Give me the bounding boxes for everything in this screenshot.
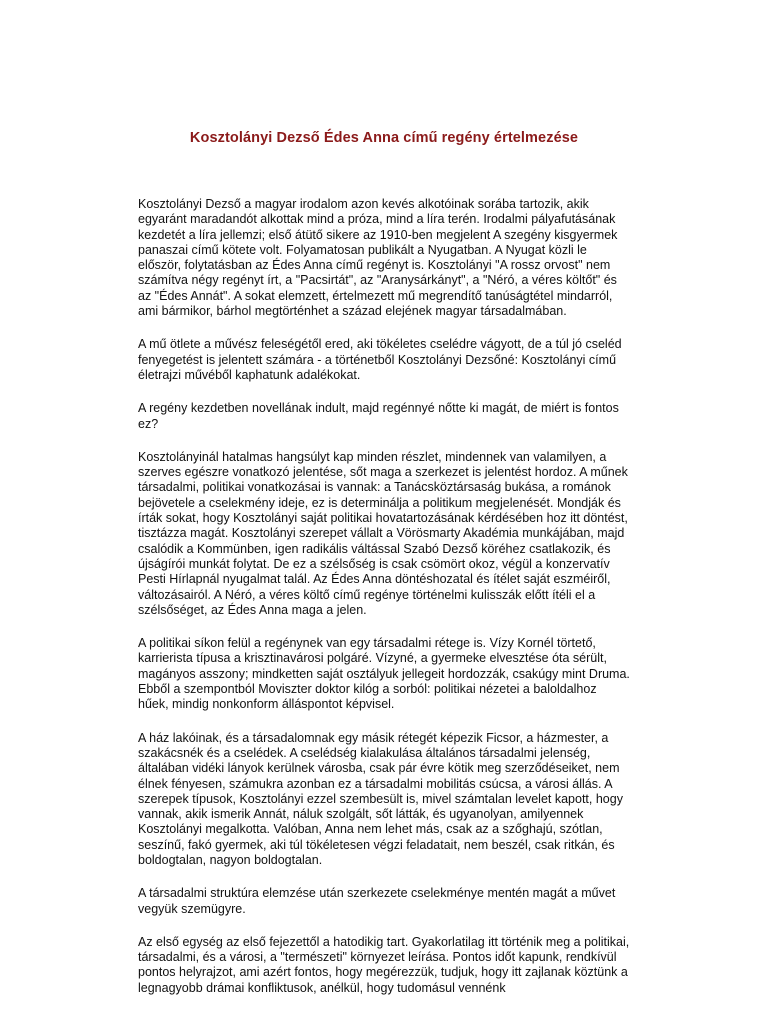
paragraph-8: Az első egység az első fejezettől a hatodikig tart. Gyakorlatilag itt történik meg a politikai, társadalmi, és a városi, a "természeti" környezet leírása. Pontos időt kapunk, rendkívül pontos helyrajzot, ami azért fontos, hogy megérezzük, tudjuk, hogy itt zajlanak köztünk a legnagyobb drámai konfliktusok, anélkül, hogy tudomásul vennénk [138, 934, 630, 995]
paragraph-2: A mű ötlete a művész feleségétől ered, aki tökéletes cselédre vágyott, de a túl jó cseléd fenyegetést is jelentett számára - a történetből Kosztolányi Dezsőné: Kosztolányi című életrajzi művéből kaphatunk adalékokat. [138, 337, 622, 382]
paragraph-6: A ház lakóinak, és a társadalomnak egy másik rétegét képezik Ficsor, a házmester, a szakácsnék és a cselédek. A cselédség kialakulása általános társadalmi jelenség, általában vidéki lányok kerülnek városba, csak pár évre kötik meg szerződéseiket, nem élnek fényesen, számukra azonban ez a társadalmi mobilitás csúcsa, a városi állás. A szerepek típusok, Kosztolányi ezzel szembesült is, mivel számtalan levelet kapott, hogy vannak, akik ismerik Annát, náluk szolgált, sőt látták, és ugyanolyan, amilyennek Kosztolányi megalkotta. Valóban, Anna nem lehet más, csak az a szőghajú, szótlan, seszínű, fakó gyermek, aki túl tökéletesen végzi feladatait, nem beszél, csak ritkán, és boldogtalan, nagyon boldogtalan. [138, 730, 623, 867]
document-body [138, 197, 630, 1014]
paragraph-5: A politikai síkon felül a regénynek van egy társadalmi rétege is. Vízy Kornél törtető, karrierista típusa a krisztinavárosi polgáré. Vízyné, a gyermeke elvesztése óta sérült, magányos asszony; mindketten saját osztályuk jellegeit hordozzák, csakúgy mint Druma. Ebből a szempontból Moviszter doktor kilóg a sorból: politikai nézetei a baloldalhoz hűek, mindig nonkonform álláspontot képvisel. [138, 636, 630, 712]
paragraph-7: A társadalmi struktúra elemzése után szerkezete cselekménye mentén magát a művet vegyük szemügyre. [138, 886, 616, 916]
paragraph-4: Kosztolányinál hatalmas hangsúlyt kap minden részlet, mindennek van valamilyen, a szerves egészre vonatkozó jelentése, sőt maga a szerkezet is jelentést hordoz. A műnek társadalmi, politikai vonatkozásai is vannak: a Tanácsköztársaság bukása, a románok bejövetele a cselekmény ideje, ez is determinálja a politikum megjelenését. Mondják és írták sokat, hogy Kosztolányi saját politikai hovatartozásának kérdésében hoz itt döntést, tisztázza magát. Kosztolányi szerepet vállalt a Vörösmarty Akadémia munkájában, majd csalódik a Kommünben, igen radikális váltással Szabó Dezső köréhez csatlakozik, és újságírói munkát folytat. De ez a szélsőség is csak csömört okoz, végül a konzervatív Pesti Hírlapnál nyugalmat talál. Az Édes Anna döntéshozatal és ítélet saját eszméiről, változásairól. A Néró, a véres költő című regénye történelmi kulisszák előtt ítéli el a szélsőséget, az Édes Anna maga a jelen. [138, 449, 628, 617]
paragraph-3: A regény kezdetben novellának indult, majd regénnyé nőtte ki magát, de miért is fontos ez? [138, 401, 619, 431]
document-title: Kosztolányi Dezső Édes Anna című regény értelmezése [189, 130, 579, 146]
paragraph-1: Kosztolányi Dezső a magyar irodalom azon kevés alkotóinak sorába tartozik, akik egyaránt maradandót alkottak mind a próza, mind a líra terén. Irodalmi pályafutásának kezdetét a líra jellemzi; első átütő sikere az 1910-ben megjelent A szegény kisgyermek panaszai című kötete volt. Folyamatosan publikált a Nyugatban. A Nyugat közli le először, folytatásban az Édes Anna című regényt is. Kosztolányi "A rossz orvost" nem számítva négy regényt írt, a "Pacsirtát", az "Aranysárkányt", a "Néró, a véres költőt" és az "Édes Annát". A sokat elemzett, értelmezett mű megrendítő tanúságtétel mindarról, ami bármikor, bárhol megtörténhet a század elejének magyar társadalmában. [138, 197, 618, 319]
